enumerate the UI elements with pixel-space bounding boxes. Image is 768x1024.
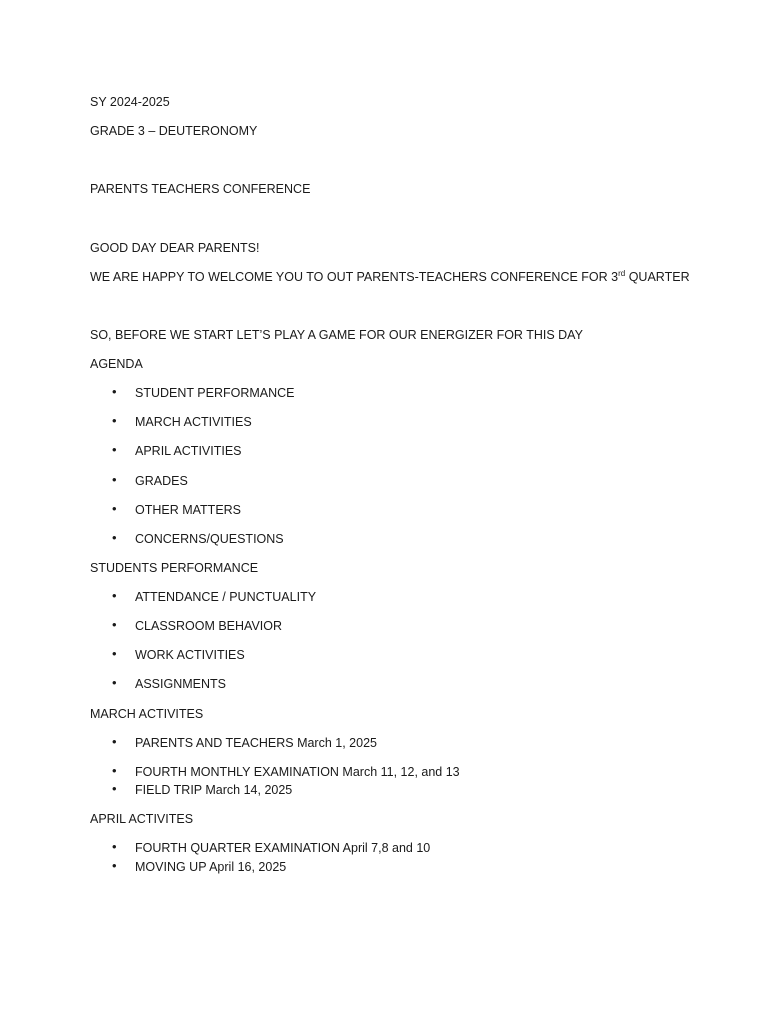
bullet-icon: • (112, 763, 117, 778)
list-item: APRIL ACTIVITIES (135, 444, 242, 458)
grade-section: GRADE 3 – DEUTERONOMY (90, 124, 258, 138)
bullet-icon: • (112, 734, 117, 749)
list-item: MOVING UP April 16, 2025 (135, 860, 287, 874)
list-item: WORK ACTIVITIES (135, 648, 245, 662)
list-item: STUDENT PERFORMANCE (135, 386, 295, 400)
welcome-suffix: QUARTER (625, 270, 690, 284)
list-item: GRADES (135, 474, 188, 488)
bullet-icon: • (112, 501, 117, 516)
list-item: ATTENDANCE / PUNCTUALITY (135, 590, 317, 604)
document-title: PARENTS TEACHERS CONFERENCE (90, 182, 311, 196)
bullet-icon: • (112, 781, 117, 796)
bullet-icon: • (112, 413, 117, 428)
list-item: PARENTS AND TEACHERS March 1, 2025 (135, 736, 377, 750)
bullet-icon: • (112, 646, 117, 661)
list-item: ASSIGNMENTS (135, 677, 226, 691)
bullet-icon: • (112, 530, 117, 545)
welcome-text: WE ARE HAPPY TO WELCOME YOU TO OUT PARENTS-TEACHERS CONFERENCE FOR 3 (90, 270, 619, 284)
list-item: CONCERNS/QUESTIONS (135, 532, 284, 546)
bullet-icon: • (112, 839, 117, 854)
energizer-line: SO, BEFORE WE START LET’S PLAY A GAME FOR OUR ENERGIZER FOR THIS DAY (90, 328, 583, 342)
bullet-icon: • (112, 858, 117, 873)
list-item: FOURTH MONTHLY EXAMINATION March 11, 12, and 13 (135, 765, 460, 779)
bullet-icon: • (112, 384, 117, 399)
list-item: CLASSROOM BEHAVIOR (135, 619, 283, 633)
bullet-icon: • (112, 675, 117, 690)
greeting: GOOD DAY DEAR PARENTS! (90, 241, 260, 255)
welcome-superscript: rd (618, 269, 626, 278)
school-year: SY 2024-2025 (90, 95, 170, 109)
list-item: FIELD TRIP March 14, 2025 (135, 783, 293, 797)
bullet-icon: • (112, 442, 117, 457)
welcome-line (90, 269, 690, 285)
student-performance-heading: STUDENTS PERFORMANCE (90, 561, 259, 575)
list-item: OTHER MATTERS (135, 503, 242, 517)
list-item: MARCH ACTIVITIES (135, 415, 252, 429)
april-activities-heading: APRIL ACTIVITES (90, 812, 194, 826)
bullet-icon: • (112, 588, 117, 603)
bullet-icon: • (112, 472, 117, 487)
march-activities-heading: MARCH ACTIVITES (90, 707, 204, 721)
list-item: FOURTH QUARTER EXAMINATION April 7,8 and 10 (135, 841, 431, 855)
agenda-heading: AGENDA (90, 357, 143, 371)
bullet-icon: • (112, 617, 117, 632)
